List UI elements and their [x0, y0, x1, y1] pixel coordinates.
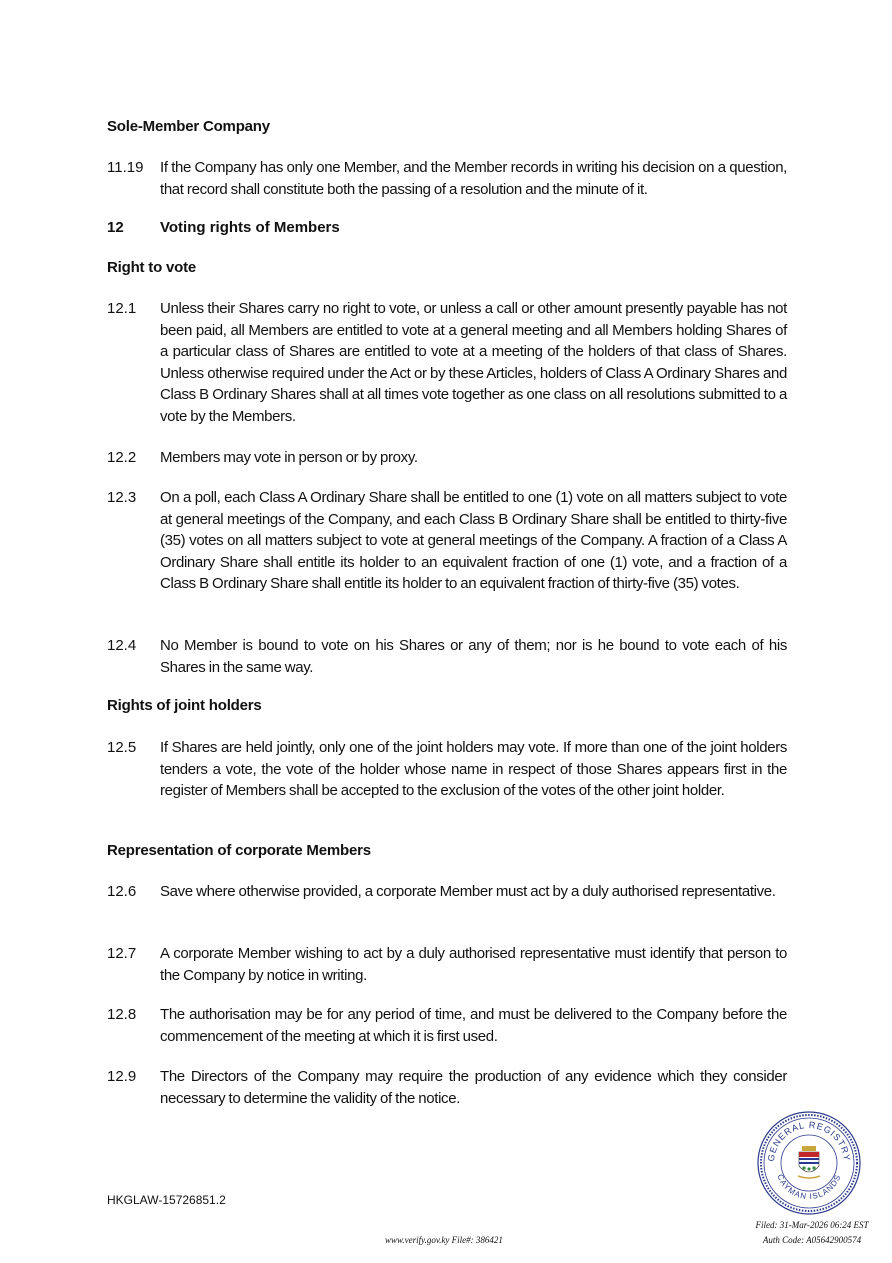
clause-text: If Shares are held jointly, only one of the joint holders may vote. If more than one of the joint holders tenders a vote, the vote of the holder whose name in respect of those Shares appears first in the register of Members shall be accepted to the exclusion of the votes of the other joint holder.: [160, 739, 787, 800]
clause-12-1: [107, 298, 787, 428]
clause-12-7: [107, 943, 787, 986]
clause-number: 12.1: [107, 300, 137, 317]
section-number: 12: [107, 219, 124, 236]
clause-number: 12.7: [107, 945, 137, 962]
clause-12-4: [107, 635, 787, 678]
clause-text: Save where otherwise provided, a corporate Member must act by a duly authorised representative.: [160, 883, 776, 900]
heading-joint-holders: Rights of joint holders: [107, 697, 262, 714]
section-title: Voting rights of Members: [160, 219, 340, 236]
clause-number: 12.6: [107, 883, 137, 900]
heading-corporate-members: Representation of corporate Members: [107, 842, 371, 859]
auth-code: Auth Code: A05642900574: [762, 1235, 862, 1245]
clause-text: The authorisation may be for any period of time, and must be delivered to the Company before the commencement of the meeting at which it is first used.: [160, 1006, 787, 1045]
clause-11-19: [107, 157, 787, 200]
clause-number: 12.4: [107, 637, 137, 654]
clause-number: 12.9: [107, 1068, 137, 1085]
clause-text: On a poll, each Class A Ordinary Share shall be entitled to one (1) vote on all matters subject to vote at general meetings of the Company, and each Class B Ordinary Share shall be entitled to thirty-five (35) votes on all matters subject to vote at general meetings of the Company. A fraction of a Class A Ordinary Share shall entitle its holder to an equivalent fraction of one (1) vote, and a fraction of a Class B Ordinary Share shall entitle its holder to an equivalent fraction of thirty-five (35) votes.: [160, 489, 787, 593]
verify-link[interactable]: www.verify.gov.ky File#: 386421: [385, 1235, 503, 1245]
clause-12-3: [107, 487, 787, 595]
clause-12-5: [107, 737, 787, 802]
svg-text:GENERAL REGISTRY: GENERAL REGISTRY: [765, 1119, 853, 1162]
general-registry-seal-icon: [756, 1110, 862, 1216]
svg-text:CAYMAN ISLANDS: CAYMAN ISLANDS: [775, 1172, 843, 1202]
clause-number: 12.5: [107, 739, 137, 756]
clause-text: If the Company has only one Member, and the Member records in writing his decision on a question, that record shall constitute both the passing of a resolution and the minute of it.: [160, 159, 787, 198]
clause-text: No Member is bound to vote on his Shares or any of them; nor is he bound to vote each of his Shares in the same way.: [160, 637, 787, 676]
clause-number: 12.3: [107, 489, 137, 506]
clause-number: 12.8: [107, 1006, 137, 1023]
heading-sole-member: Sole-Member Company: [107, 118, 270, 135]
clause-text: The Directors of the Company may require the production of any evidence which they consider necessary to determine the validity of the notice.: [160, 1068, 787, 1107]
clause-number: 12.2: [107, 449, 137, 466]
clause-text: Unless their Shares carry no right to vote, or unless a call or other amount presently payable has not been paid, all Members are entitled to vote at a general meeting and all Members holding Shares of a particular class of Shares are entitled to vote at a meeting of the holders of that class of Shares. Unless otherwise required under the Act or by these Articles, holders of Class A Ordinary Shares and Class B Ordinary Shares shall at all times vote together as one class on all resolutions submitted to a vote by the Members.: [160, 300, 787, 425]
clause-12-9: [107, 1066, 787, 1109]
document-reference-id: HKGLAW-15726851.2: [107, 1193, 226, 1207]
clause-12-2: [107, 447, 787, 469]
clause-12-6: [107, 881, 787, 903]
heading-right-to-vote: Right to vote: [107, 259, 197, 276]
clause-text: A corporate Member wishing to act by a duly authorised representative must identify that person to the Company by notice in writing.: [160, 945, 787, 984]
clause-12-8: [107, 1004, 787, 1047]
clause-number: 11.19: [107, 159, 144, 176]
clause-text: Members may vote in person or by proxy.: [160, 449, 418, 466]
filed-timestamp: Filed: 31-Mar-2026 06:24 EST: [755, 1220, 869, 1230]
